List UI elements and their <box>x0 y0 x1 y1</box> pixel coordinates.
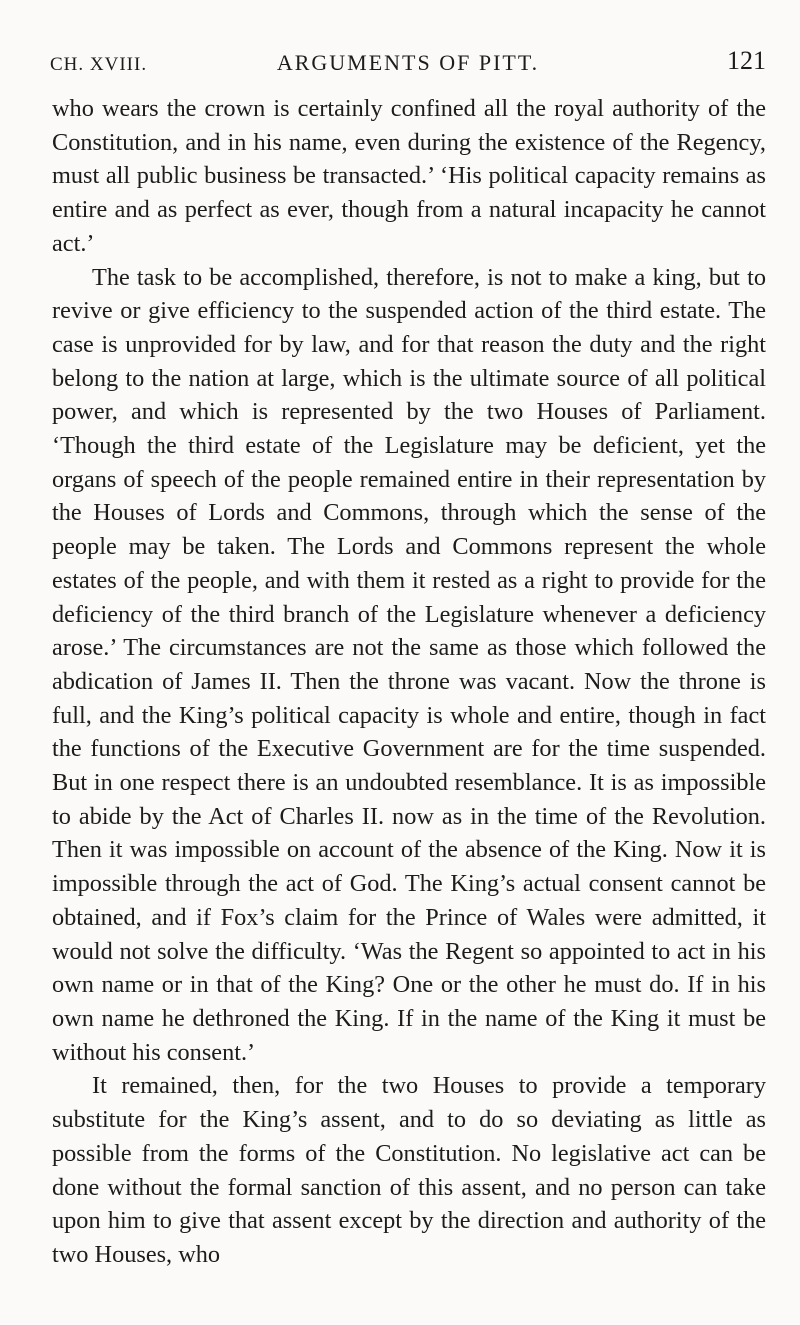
running-head <box>50 46 766 86</box>
page-number: 121 <box>727 46 766 75</box>
paragraph: It remained, then, for the two Houses to provide a temporary substitute for the King’s assent, and to do so deviating as little as possible from the forms of the Constitution. No legislative act can be done without the formal sanction of this assent, and no person can take upon him to give that assent except by the direction and authority of the two Houses, who <box>52 1072 766 1268</box>
body-text <box>52 92 766 1272</box>
paragraph: The task to be accomplished, therefore, is not to make a king, but to revive or give efficiency to the suspended action of the third estate. The case is unprovided for by law, and for that reason the duty and the right belong to the nation at large, which is the ultimate source of all political power, and which is represented by the two Houses of Parliament. ‘Though the third estate of the Legislature may be deficient, yet the organs of speech of the people remained entire in their representation by the Houses of Lords and Commons, through which the sense of the people may be taken. The Lords and Commons represent the whole estates of the people, and with them it rested as a right to provide for the deficiency of the third branch of the Legislature whenever a deficiency arose.’ The circumstances are not the same as those which followed the abdication of James II. Then the throne was vacant. Now the throne is full, and the King’s political capacity is whole and entire, though in fact the functions of the Executive Government are for the time suspended. But in one respect there is an undoubted resemblance. It is as impossible to abide by the Act of Charles II. now as in the time of the Revolution. Then it was impossible on account of the absence of the King. Now it is impossible through the act of God. The King’s actual consent cannot be obtained, and if Fox’s claim for the Prince of Wales were admitted, it would not solve the difficulty. ‘Was the Regent so appointed to act in his own name or in that of the King? One or the other he must do. If in his own name he dethroned the King. If in the name of the King it must be without his consent.’ <box>52 263 766 1066</box>
paragraph-continuation: who wears the crown is certainly confined all the royal authority of the Constitution, and in his name, even during the existence of the Regency, must all public business be transacted.’ ‘His political capacity remains as entire and as perfect as ever, though from a natural incapacity he cannot act.’ <box>52 95 766 257</box>
chapter-label: CH. XVIII. <box>50 54 148 75</box>
running-title: ARGUMENTS OF PITT. <box>276 50 540 75</box>
